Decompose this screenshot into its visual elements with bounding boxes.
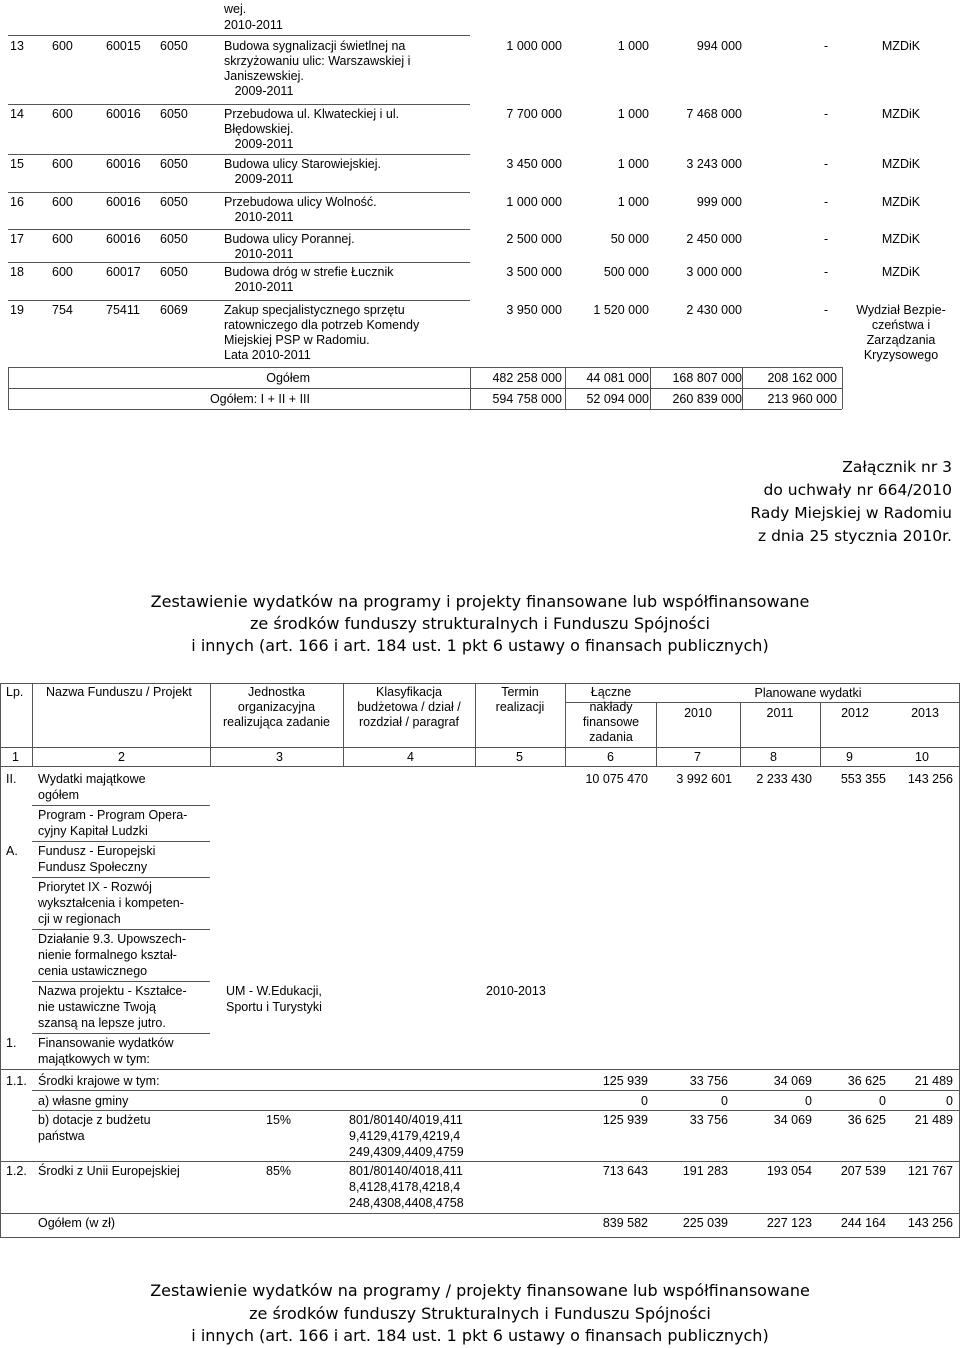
header-unit: Jednostka organizacyjna realizująca zadanie xyxy=(222,685,330,729)
row-year-value: 121 767 xyxy=(907,1164,953,1178)
header-planned: Planowane wydatki xyxy=(754,686,862,700)
row-description-line: Budowa dróg w strefie Łucznik xyxy=(224,265,394,279)
row-value: 7 468 000 xyxy=(686,107,742,121)
row-description-line: Przebudowa ulicy Wolność. xyxy=(224,195,377,209)
row-total: 10 075 470 xyxy=(585,772,648,786)
row-divider xyxy=(8,154,470,155)
row-value: 2 500 000 xyxy=(506,232,562,246)
row-unit-line: Zarządzania xyxy=(866,333,936,347)
row-value: - xyxy=(824,195,829,209)
row-year-value: 3 992 601 xyxy=(676,772,732,786)
row-value: 3 950 000 xyxy=(506,303,562,317)
header-year: 2010 xyxy=(684,706,712,720)
row-unit-line: Wydział Bezpie- xyxy=(856,303,946,317)
row-value: 1 000 xyxy=(617,157,649,171)
row-name-line: b) dotacje z budżetu xyxy=(38,1113,151,1127)
row-value: - xyxy=(824,107,829,121)
row-value: 3 450 000 xyxy=(506,157,562,171)
row-class-line: 248,4308,4408,4758 xyxy=(349,1196,464,1210)
row-paragraph: 6069 xyxy=(160,303,188,317)
row-name-line: Wydatki majątkowe xyxy=(38,772,146,786)
row-year-value: 227 123 xyxy=(766,1216,812,1230)
row-paragraph: 6050 xyxy=(160,232,188,246)
row-description-line: 2009-2011 xyxy=(234,137,294,151)
row-total: 0 xyxy=(641,1094,648,1108)
row-value: 1 000 xyxy=(617,39,649,53)
row-class-line: 801/80140/4018,411 xyxy=(349,1164,463,1178)
table-row xyxy=(0,154,1,155)
col-number: 3 xyxy=(276,750,283,764)
row-value: 1 000 xyxy=(617,107,649,121)
row-paragraph: 6050 xyxy=(160,39,188,53)
row-paragraph: 6050 xyxy=(160,107,188,121)
col-number: 1 xyxy=(12,750,19,764)
total-value: 44 081 000 xyxy=(586,371,649,385)
row-name: Ogółem (w zł) xyxy=(38,1216,116,1230)
row-divider xyxy=(8,104,470,105)
total-value: 482 258 000 xyxy=(492,371,562,385)
header-total-costs: Łączne nakłady finansowe zadania xyxy=(582,685,640,744)
row-value: 2 450 000 xyxy=(686,232,742,246)
partial-row-desc-line: wej. xyxy=(224,2,247,16)
row-year-value: 553 355 xyxy=(840,772,886,786)
title-line: Zestawienie wydatków na programy / projekty finansowane lub współfinansowane xyxy=(150,1281,810,1300)
row-percent: 85% xyxy=(266,1164,292,1178)
row-total: 713 643 xyxy=(602,1164,648,1178)
col-number: 5 xyxy=(516,750,523,764)
grand-total-value: 213 960 000 xyxy=(767,392,837,406)
row-year-value: 143 256 xyxy=(907,772,953,786)
header-lp: Lp. xyxy=(6,685,24,699)
row-year-value: 143 256 xyxy=(907,1216,953,1230)
row-number: 15 xyxy=(10,157,24,171)
row-name-line: cenia ustawicznego xyxy=(38,964,148,978)
col-number: 2 xyxy=(118,750,125,764)
row-year-value: 2 233 430 xyxy=(756,772,812,786)
row-divider xyxy=(8,192,470,193)
row-section: 600 xyxy=(52,195,73,209)
row-description-line: Błędowskiej. xyxy=(224,122,294,136)
annex-line: Załącznik nr 3 xyxy=(842,458,952,476)
table-row xyxy=(0,104,1,105)
table-row xyxy=(0,262,1,263)
row-unit-line: MZDiK xyxy=(881,232,921,246)
grand-total-value: 260 839 000 xyxy=(672,392,742,406)
row-value: - xyxy=(824,265,829,279)
title-line: i innych (art. 166 i art. 184 ust. 1 pkt 6 ustawy o finansach publicznych) xyxy=(191,636,769,655)
row-name: Środki krajowe w tym: xyxy=(38,1074,160,1088)
row-description-line: ratowniczego dla potrzeb Komendy xyxy=(224,318,420,332)
row-chapter: 60016 xyxy=(106,107,141,121)
row-year-value: 34 069 xyxy=(773,1113,812,1127)
row-name-line: Nazwa projektu - Kształce- xyxy=(38,984,187,998)
row-description-line: Janiszewskiej. xyxy=(224,69,304,83)
row-description-line: 2009-2011 xyxy=(234,172,294,186)
row-percent: 15% xyxy=(266,1113,292,1127)
row-divider xyxy=(8,229,470,230)
grand-total-value: 594 758 000 xyxy=(492,392,562,406)
row-class-line: 801/80140/4019,411 xyxy=(349,1113,463,1127)
table-row xyxy=(0,229,1,230)
row-year-value: 193 054 xyxy=(766,1164,812,1178)
row-lp: II. xyxy=(6,772,17,786)
table-row xyxy=(0,192,1,193)
row-description-line: 2009-2011 xyxy=(234,84,294,98)
title-line: Zestawienie wydatków na programy i projekty finansowane lub współfinansowane xyxy=(150,592,810,611)
row-description-line: Lata 2010-2011 xyxy=(224,348,311,362)
total-label: Ogółem xyxy=(266,371,310,385)
row-year-value: 21 489 xyxy=(914,1074,953,1088)
row-description-line: 2010-2011 xyxy=(234,280,294,294)
row-class-line: 249,4309,4409,4759 xyxy=(349,1145,464,1159)
row-name-line: Działanie 9.3. Upowszech- xyxy=(38,932,186,946)
row-unit-line: Sportu i Turystyki xyxy=(226,1000,322,1014)
row-year-value: 0 xyxy=(879,1094,886,1108)
row-year-value: 207 539 xyxy=(840,1164,886,1178)
row-number: 13 xyxy=(10,39,24,53)
row-description-line: Miejskiej PSP w Radomiu. xyxy=(224,333,370,347)
row-name: a) własne gminy xyxy=(38,1094,129,1108)
row-value: 1 000 000 xyxy=(506,195,562,209)
row-number: 19 xyxy=(10,303,24,317)
row-name-line: Fundusz Społeczny xyxy=(38,860,148,874)
header-year: 2013 xyxy=(911,706,939,720)
row-lp: 1.1. xyxy=(6,1074,27,1088)
row-value: 994 000 xyxy=(696,39,742,53)
row-year-value: 244 164 xyxy=(840,1216,886,1230)
row-section: 600 xyxy=(52,157,73,171)
row-description-line: Budowa sygnalizacji świetlnej na xyxy=(224,39,406,53)
header-term: Termin realizacji xyxy=(495,685,545,714)
col-number: 9 xyxy=(846,750,853,764)
row-value: 1 000 000 xyxy=(506,39,562,53)
row-term: 2010-2013 xyxy=(486,984,546,998)
row-name-line: Finansowanie wydatków xyxy=(38,1036,174,1050)
row-value: 3 000 000 xyxy=(686,265,742,279)
row-value: 7 700 000 xyxy=(506,107,562,121)
row-divider xyxy=(8,300,470,301)
annex-line: z dnia 25 stycznia 2010r. xyxy=(758,527,952,545)
row-unit-line: MZDiK xyxy=(881,157,921,171)
row-class-line: 8,4128,4178,4218,4 xyxy=(349,1180,461,1194)
row-name-line: Priorytet IX - Rozwój xyxy=(38,880,152,894)
header-name: Nazwa Funduszu / Projekt xyxy=(46,685,192,699)
row-name-line: ogółem xyxy=(38,788,79,802)
row-chapter: 60015 xyxy=(106,39,141,53)
row-year-value: 0 xyxy=(946,1094,953,1108)
row-unit-line: MZDiK xyxy=(881,265,921,279)
row-year-value: 0 xyxy=(721,1094,728,1108)
row-value: 1 520 000 xyxy=(593,303,649,317)
row-name-line: wykształcenia i kompeten- xyxy=(38,896,184,910)
row-paragraph: 6050 xyxy=(160,195,188,209)
row-year-value: 33 756 xyxy=(689,1113,728,1127)
row-value: - xyxy=(824,157,829,171)
annex-line: do uchwały nr 664/2010 xyxy=(763,481,952,499)
row-lp: 1.2. xyxy=(6,1164,27,1178)
title-line: ze środków funduszy Strukturalnych i Funduszu Spójności xyxy=(249,1304,711,1323)
row-year-value: 36 625 xyxy=(847,1113,886,1127)
row-description-line: Zakup specjalistycznego sprzętu xyxy=(224,303,405,317)
row-name-line: Program - Program Opera- xyxy=(38,808,188,822)
row-chapter: 60016 xyxy=(106,232,141,246)
row-value: 50 000 xyxy=(610,232,649,246)
row-unit-line: MZDiK xyxy=(881,39,921,53)
row-number: 16 xyxy=(10,195,24,209)
row-description-line: skrzyżowaniu ulic: Warszawskiej i xyxy=(224,54,411,68)
row-year-value: 33 756 xyxy=(689,1074,728,1088)
row-description-line: Budowa ulicy Starowiejskiej. xyxy=(224,157,382,171)
row-section: 600 xyxy=(52,39,73,53)
row-name-line: nie ustawiczne Twoją xyxy=(38,1000,156,1014)
row-number: 18 xyxy=(10,265,24,279)
row-unit-line: MZDiK xyxy=(881,107,921,121)
header-year: 2012 xyxy=(841,706,869,720)
row-year-value: 191 283 xyxy=(682,1164,728,1178)
header-year: 2011 xyxy=(766,706,794,720)
row-unit-line: MZDiK xyxy=(881,195,921,209)
row-value: 3 500 000 xyxy=(506,265,562,279)
row-value: - xyxy=(824,303,829,317)
row-value: 999 000 xyxy=(696,195,742,209)
row-name-line: państwa xyxy=(38,1129,85,1143)
row-chapter: 60017 xyxy=(106,265,141,279)
row-lp: A. xyxy=(6,844,18,858)
row-description-line: Budowa ulicy Porannej. xyxy=(224,232,355,246)
row-description-line: 2010-2011 xyxy=(234,210,294,224)
row-name-line: nienie formalnego kształ- xyxy=(38,948,177,962)
col-number: 6 xyxy=(607,750,614,764)
table-row xyxy=(0,300,1,301)
row-section: 600 xyxy=(52,107,73,121)
col-number: 10 xyxy=(915,750,929,764)
title-line: ze środków funduszy strukturalnych i Funduszu Spójności xyxy=(250,614,710,633)
row-number: 14 xyxy=(10,107,24,121)
grand-total-label: Ogółem: I + II + III xyxy=(209,392,310,406)
grand-total-value: 52 094 000 xyxy=(586,392,649,406)
row-description-line: 2010-2011 xyxy=(234,247,294,261)
row-section: 754 xyxy=(52,303,73,317)
row-number: 17 xyxy=(10,232,24,246)
partial-row-desc-line: 2010-2011 xyxy=(224,18,283,32)
row-name-line: szansą na lepsze jutro. xyxy=(38,1016,166,1030)
row-chapter: 75411 xyxy=(106,303,140,317)
total-value: 168 807 000 xyxy=(672,371,742,385)
row-value: 2 430 000 xyxy=(686,303,742,317)
row-value: - xyxy=(824,39,829,53)
row-description-line: Przebudowa ul. Klwateckiej i ul. xyxy=(224,107,400,121)
row-lp: 1. xyxy=(6,1036,17,1050)
row-name-line: cyjny Kapitał Ludzki xyxy=(38,824,148,838)
row-year-value: 34 069 xyxy=(773,1074,812,1088)
row-value: 1 000 xyxy=(617,195,649,209)
row-chapter: 60016 xyxy=(106,195,141,209)
row-year-value: 21 489 xyxy=(914,1113,953,1127)
annex-line: Rady Miejskiej w Radomiu xyxy=(750,504,952,522)
row-class-line: 9,4129,4179,4219,4 xyxy=(349,1129,461,1143)
row-section: 600 xyxy=(52,232,73,246)
row-value: - xyxy=(824,232,829,246)
row-unit-line: Kryzysowego xyxy=(863,348,939,362)
table-row xyxy=(0,36,1,37)
col-number: 8 xyxy=(770,750,777,764)
row-name-line: cji w regionach xyxy=(38,912,121,926)
total-value: 208 162 000 xyxy=(767,371,837,385)
title-line: i innych (art. 166 i art. 184 ust. 1 pkt 6 ustawy o finansach publicznych) xyxy=(191,1326,769,1345)
row-year-value: 0 xyxy=(805,1094,812,1108)
row-total: 125 939 xyxy=(602,1113,648,1127)
row-value: 500 000 xyxy=(603,265,649,279)
row-value: 3 243 000 xyxy=(686,157,742,171)
row-total: 839 582 xyxy=(602,1216,648,1230)
row-unit-line: UM - W.Edukacji, xyxy=(226,984,322,998)
row-paragraph: 6050 xyxy=(160,157,188,171)
row-section: 600 xyxy=(52,265,73,279)
col-number: 7 xyxy=(694,750,701,764)
row-name: Środki z Unii Europejskiej xyxy=(38,1164,180,1178)
col-number: 4 xyxy=(407,750,414,764)
row-chapter: 60016 xyxy=(106,157,141,171)
row-total: 125 939 xyxy=(602,1074,648,1088)
row-year-value: 36 625 xyxy=(847,1074,886,1088)
row-name-line: majątkowych w tym: xyxy=(38,1052,150,1066)
row-name-line: Fundusz - Europejski xyxy=(38,844,156,858)
row-divider xyxy=(8,262,470,263)
header-classification: Klasyfikacja budżetowa / dział / rozdział / paragraf xyxy=(357,685,461,729)
row-unit-line: czeństwa i xyxy=(871,318,931,332)
row-year-value: 225 039 xyxy=(682,1216,728,1230)
row-paragraph: 6050 xyxy=(160,265,188,279)
